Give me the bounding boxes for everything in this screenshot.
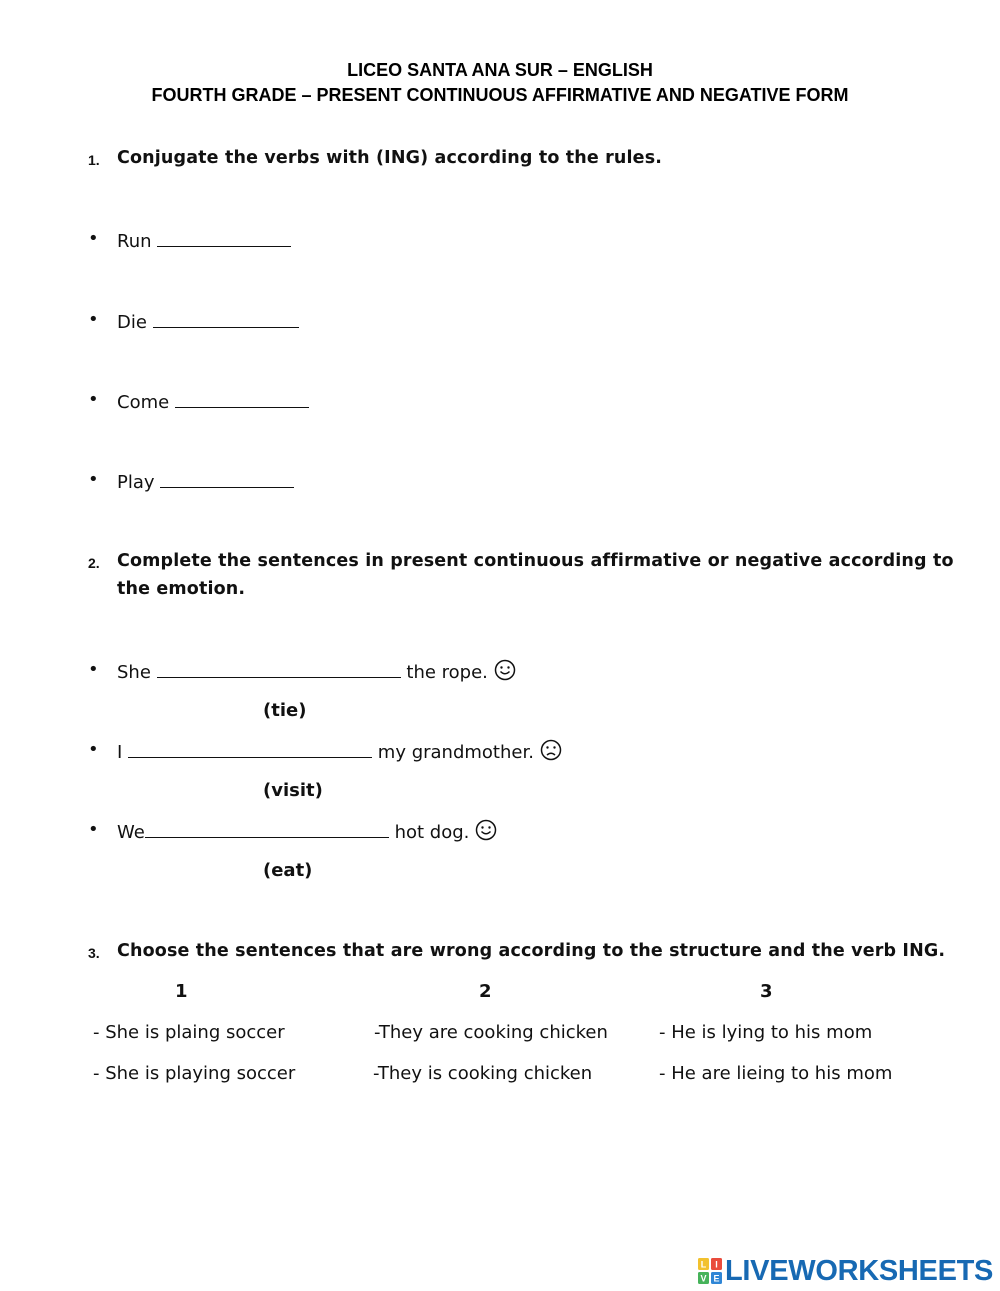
q2-instruction-line2: the emotion. (117, 579, 246, 599)
bullet: • (88, 228, 99, 249)
worksheet-subtitle: FOURTH GRADE – PRESENT CONTINUOUS AFFIRMATIVE AND NEGATIVE FORM (151, 85, 849, 105)
q2-sentence-end: my grandmother. (377, 742, 534, 763)
q1-item-play (117, 469, 294, 493)
answer-blank[interactable] (157, 659, 401, 678)
logo-letter: I (715, 1259, 718, 1270)
answer-blank[interactable] (145, 819, 389, 838)
q1-verb: Play (117, 472, 155, 493)
logo-letter: V (700, 1273, 707, 1284)
bullet: • (88, 469, 99, 490)
answer-blank[interactable] (153, 309, 299, 328)
q2-hint: (eat) (263, 860, 313, 881)
bullet: • (88, 739, 99, 760)
q2-sentence-end: hot dog. (394, 822, 470, 843)
bullet: • (88, 389, 99, 410)
answer-blank[interactable] (157, 228, 291, 247)
answer-blank[interactable] (175, 389, 309, 408)
q3-option[interactable]: -They are cooking chicken (374, 1022, 608, 1043)
sad-face-icon (540, 739, 562, 761)
q3-option[interactable]: -They is cooking chicken (373, 1063, 593, 1084)
q2-subject: We (117, 822, 145, 843)
q3-column-header: 2 (479, 981, 492, 1002)
q2-hint: (tie) (263, 700, 307, 721)
q1-item-die (117, 309, 299, 333)
q1-verb: Die (117, 312, 147, 333)
answer-blank[interactable] (160, 469, 294, 488)
q3-number: 3. (88, 945, 100, 961)
logo-letter: L (700, 1259, 707, 1270)
liveworksheets-logo[interactable] (697, 1255, 993, 1287)
q3-option[interactable]: - She is plaing soccer (93, 1022, 285, 1043)
happy-face-icon (494, 659, 516, 681)
q3-option[interactable]: - She is playing soccer (93, 1063, 296, 1084)
q3-option[interactable]: - He are lieing to his mom (659, 1063, 893, 1084)
q3-column-header: 3 (760, 981, 773, 1002)
q1-instruction: Conjugate the verbs with (ING) according to the rules. (117, 148, 663, 168)
q2-subject: She (117, 662, 151, 683)
q2-hint: (visit) (263, 780, 323, 801)
bullet: • (88, 309, 99, 330)
bullet: • (88, 819, 99, 840)
live-blocks-icon (697, 1256, 725, 1286)
q2-number: 2. (88, 555, 100, 571)
q2-sentence-end: the rope. (406, 662, 488, 683)
bullet: • (88, 659, 99, 680)
q2-sentence (117, 739, 562, 763)
q1-item-come (117, 389, 309, 413)
q2-sentence (117, 659, 516, 683)
happy-face-icon (475, 819, 497, 841)
brand-name: LIVEWORKSHEETS (725, 1254, 994, 1287)
worksheet-title: LICEO SANTA ANA SUR – ENGLISH (347, 60, 653, 80)
q2-instruction-line1: Complete the sentences in present continuous affirmative or negative according to (117, 551, 954, 571)
q3-instruction: Choose the sentences that are wrong according to the structure and the verb ING. (117, 941, 946, 961)
logo-letter: E (713, 1273, 720, 1284)
q3-option[interactable]: - He is lying to his mom (659, 1022, 873, 1043)
answer-blank[interactable] (128, 739, 372, 758)
q2-subject: I (117, 742, 123, 763)
q1-number: 1. (88, 152, 100, 168)
q2-sentence (117, 819, 497, 843)
q1-item-run (117, 228, 291, 252)
q1-verb: Run (117, 231, 152, 252)
q3-column-header: 1 (175, 981, 188, 1002)
q1-verb: Come (117, 392, 170, 413)
